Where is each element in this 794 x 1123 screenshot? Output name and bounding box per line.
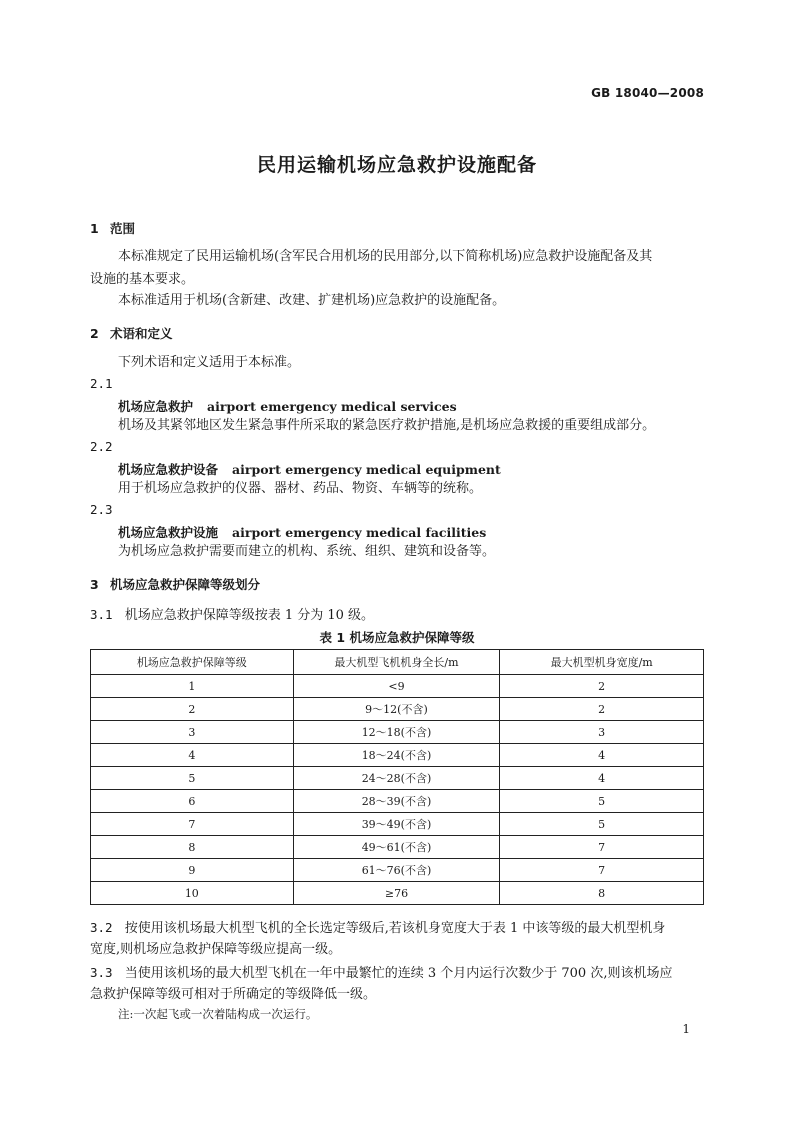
term-definition: 机场及其紧邻地区发生紧急事件所采取的紧急医疗救护措施,是机场应急救援的重要组成部分。 <box>118 418 656 433</box>
width-cell: 3 <box>500 721 704 744</box>
grade-cell: 6 <box>91 790 294 813</box>
length-cell: 12～18(不含) <box>293 721 500 744</box>
grade-cell: 3 <box>91 721 294 744</box>
clause-number: 2.2 <box>90 439 113 454</box>
section-title: 机场应急救护保障等级划分 <box>110 577 261 592</box>
length-cell: 28～39(不含) <box>293 790 500 813</box>
table-row <box>91 767 704 790</box>
clause-text: 机场应急救护保障等级按表 1 分为 10 级。 <box>124 608 375 623</box>
grade-cell: 10 <box>91 882 294 905</box>
section-3-heading <box>90 575 260 593</box>
table-row <box>91 882 704 905</box>
note: 注:一次起飞或一次着陆构成一次运行。 <box>118 1007 318 1021</box>
grade-table <box>90 649 704 905</box>
table-row <box>91 790 704 813</box>
clause-3-2-line-2: 宽度,则机场应急救护保障等级应提高一级。 <box>90 942 342 957</box>
length-cell: <9 <box>293 675 500 698</box>
width-cell: 7 <box>500 836 704 859</box>
s1-paragraph-1-line-2: 设施的基本要求。 <box>90 272 195 287</box>
clause-3-1 <box>90 603 374 628</box>
width-cell: 2 <box>500 698 704 721</box>
grade-cell: 1 <box>91 675 294 698</box>
term-cn: 机场应急救护设施 <box>118 525 219 540</box>
clause-number: 3.3 <box>90 965 113 980</box>
grade-cell: 8 <box>91 836 294 859</box>
width-cell: 2 <box>500 675 704 698</box>
s1-paragraph-1-line-1: 本标准规定了民用运输机场(含军民合用机场的民用部分,以下简称机场)应急救护设施配备及其 <box>118 249 653 264</box>
clause-number: 2.3 <box>90 502 113 517</box>
grade-cell: 5 <box>91 767 294 790</box>
length-cell: ≥76 <box>293 882 500 905</box>
clause-number: 2.1 <box>90 376 113 391</box>
width-cell: 5 <box>500 813 704 836</box>
grade-cell: 7 <box>91 813 294 836</box>
section-title: 范围 <box>110 221 136 236</box>
length-cell: 39～49(不含) <box>293 813 500 836</box>
width-cell: 5 <box>500 790 704 813</box>
width-cell: 4 <box>500 767 704 790</box>
grade-cell: 9 <box>91 859 294 882</box>
table-row <box>91 744 704 767</box>
column-header: 最大机型飞机机身全长/m <box>293 650 500 675</box>
s2-intro: 下列术语和定义适用于本标准。 <box>118 355 301 370</box>
table-row <box>91 698 704 721</box>
section-2-heading <box>90 324 173 342</box>
width-cell: 4 <box>500 744 704 767</box>
term-definition: 为机场应急救护需要而建立的机构、系统、组织、建筑和设备等。 <box>118 544 496 559</box>
table-caption: 表 1 机场应急救护保障等级 <box>319 630 475 645</box>
length-cell: 24～28(不含) <box>293 767 500 790</box>
term-en: airport emergency medical services <box>207 399 457 414</box>
term-heading <box>118 460 501 478</box>
term-en: airport emergency medical facilities <box>232 525 487 540</box>
width-cell: 7 <box>500 859 704 882</box>
width-cell: 8 <box>500 882 704 905</box>
grade-cell: 2 <box>91 698 294 721</box>
standard-number: GB 18040—2008 <box>591 86 704 100</box>
term-cn: 机场应急救护设备 <box>118 462 219 477</box>
clause-3-3-line-2: 急救护保障等级可相对于所确定的等级降低一级。 <box>90 987 377 1002</box>
clause-text: 当使用该机场的最大机型飞机在一年中最繁忙的连续 3 个月内运行次数少于 700 次,则该机场应 <box>124 966 673 981</box>
section-title: 术语和定义 <box>110 326 173 341</box>
column-header: 最大机型机身宽度/m <box>500 650 704 675</box>
clause-number: 3.2 <box>90 920 113 935</box>
table-row <box>91 675 704 698</box>
clause-text: 按使用该机场最大机型飞机的全长选定等级后,若该机身宽度大于表 1 中该等级的最大机型机身 <box>124 921 666 936</box>
term-en: airport emergency medical equipment <box>232 462 501 477</box>
section-number: 1 <box>90 221 99 236</box>
document-title: 民用运输机场应急救护设施配备 <box>256 154 537 176</box>
table-row <box>91 836 704 859</box>
section-number: 3 <box>90 577 99 592</box>
grade-cell: 4 <box>91 744 294 767</box>
table-row <box>91 721 704 744</box>
length-cell: 9～12(不含) <box>293 698 500 721</box>
length-cell: 61～76(不含) <box>293 859 500 882</box>
page-number: 1 <box>682 1022 690 1036</box>
length-cell: 49～61(不含) <box>293 836 500 859</box>
term-definition: 用于机场应急救护的仪器、器材、药品、物资、车辆等的统称。 <box>118 481 483 496</box>
s1-paragraph-2: 本标准适用于机场(含新建、改建、扩建机场)应急救护的设施配备。 <box>118 293 506 308</box>
term-heading <box>118 523 486 541</box>
term-cn: 机场应急救护 <box>118 399 194 414</box>
table-header-row <box>91 650 704 675</box>
term-heading <box>118 397 457 415</box>
section-1-heading <box>90 219 135 237</box>
column-header: 机场应急救护保障等级 <box>91 650 294 675</box>
length-cell: 18～24(不含) <box>293 744 500 767</box>
table-row <box>91 813 704 836</box>
table-row <box>91 859 704 882</box>
section-number: 2 <box>90 326 99 341</box>
clause-number: 3.1 <box>90 607 113 622</box>
